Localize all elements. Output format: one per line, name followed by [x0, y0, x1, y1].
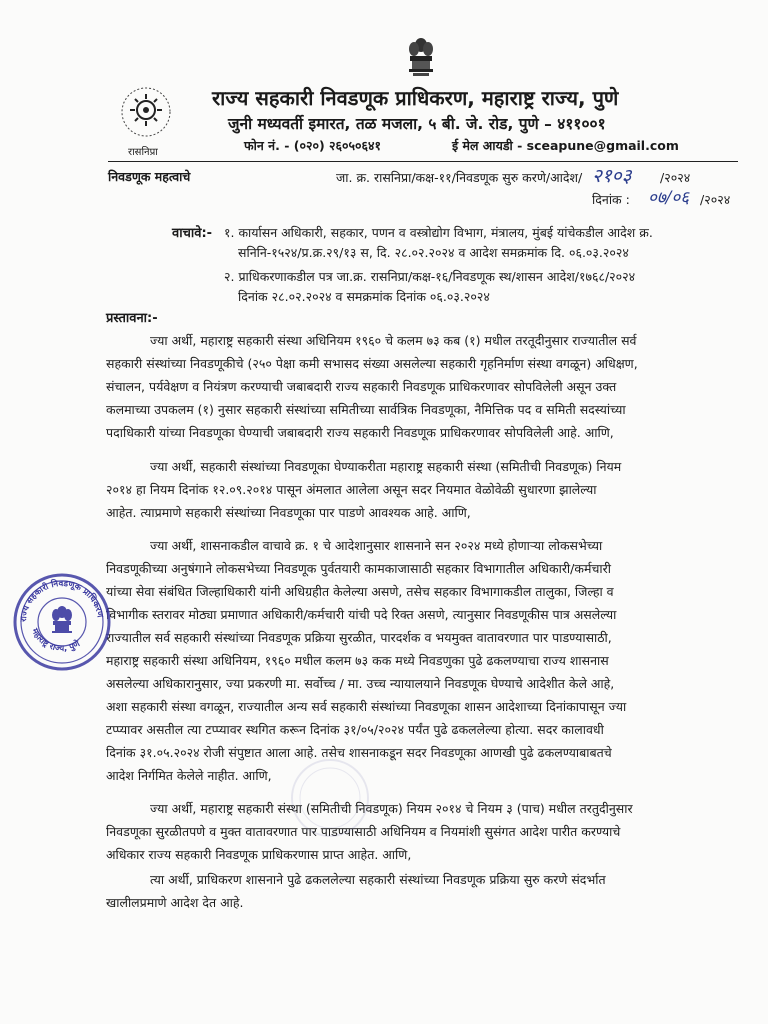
reading-line: दिनांक २८.०२.२०२४ व समक्रमांक दिनांक ०६.०३.२०२४ [238, 289, 490, 304]
preamble-line: असलेल्या अधिकारानुसार, ज्या प्रकरणी मा. सर्वोच्च / मा. उच्च न्यायालयाने निवडणूक घेण्याचे आदेशीत केले आहे, [106, 676, 615, 691]
preamble-line: यांच्या सेवा संबंधित जिल्हाधिकारी यांनी अधिग्रहीत केलेल्या असणे, तसेच सहकार विभागाकडील तालुका, जिल्हा व [106, 584, 614, 599]
seal-text-bottom: महाराष्ट्र राज्य, पुणे [29, 627, 82, 654]
date-year: /२०२४ [700, 192, 731, 207]
preamble-line: अशा सहकारी संस्था वगळून, राज्यातील अन्य सर्व सहकारी संस्थांच्या निवडणूका शासन आदेशाच्या दिनांकापासून ज्या [106, 699, 627, 714]
ashoka-emblem-icon [404, 36, 438, 78]
official-seal-icon [12, 572, 112, 672]
preamble-heading: प्रस्तावना:- [106, 311, 158, 326]
preamble-line: कलमाच्या उपकलम (१) नुसार सहकारी संस्थांच्या समितीच्या सार्वत्रिक निवडणूका, नैमित्तिक पद व समिती सदस्यांच्या [106, 402, 626, 417]
authority-title: राज्य सहकारी निवडणूक प्राधिकरण, महाराष्ट्र राज्य, पुणे [212, 86, 619, 110]
reading-heading: वाचावे:- [172, 226, 213, 241]
reading-line: २. प्राधिकरणाकडील पत्र जा.क्र. रासनिप्रा/कक्ष-१६/निवडणूक स्थ/शासन आदेश/१७६८/२०२४ [224, 269, 636, 284]
preamble-line: टप्प्यावर असतील त्या टप्प्यावर स्थगित करून दिनांक ३१/०५/२०२४ पर्यंत पुढे ढकललेल्या होत्या. सदर कालावधी [106, 722, 604, 737]
reading-line: १. कार्यासन अधिकारी, सहकार, पणन व वस्त्रोद्योग विभाग, मंत्रालय, मुंबई यांचेकडील आदेश क्र. [224, 225, 653, 240]
seal-text-top: राज्य सहकारी निवडणूक प्राधिकरण [18, 578, 105, 623]
preamble-line: खालीलप्रमाणे आदेश देत आहे. [106, 895, 244, 910]
preamble-line: सहकारी संस्थांच्या निवडणूकीचे (२५० पेक्षा कमी सभासद संख्या असलेल्या सहकारी गृहनिर्माण संस्था वगळून) अधिक्षण, [106, 356, 638, 371]
preamble-line: अधिकार राज्य सहकारी निवडणूक प्राधिकरणास प्राप्त आहेत. आणि, [106, 847, 412, 862]
preamble-line: महाराष्ट्र सहकारी संस्था अधिनियम, १९६० मधील कलम ७३ कक मध्ये निवडणुका पुढे ढकलण्याचा राज्य शासनास [106, 653, 609, 668]
important-label: निवडणूक महत्वाचे [108, 169, 191, 184]
preamble-line: निवडणूका सुरळीतपणे व मुक्त वातावरणात पार पाडण्यासाठी अधिनियम व नियमांशी सुसंगत आदेश पारीत करण्याचे [106, 824, 621, 839]
date-value: ०७/०६ [648, 188, 690, 208]
preamble-line: राज्यातील सर्व सहकारी संस्थांच्या निवडणूक प्रक्रिया सुरळीत, पारदर्शक व भयमुक्त वातावरणात पार पाडण्यासाठी, [106, 630, 612, 645]
authority-logo-icon [118, 84, 188, 146]
header-divider [108, 161, 738, 162]
preamble-line: पदाधिकारी यांच्या निवडणूका घेण्याची जबाबदारी राज्य सहकारी निवडणूक प्राधिकरणावर सोपविलेली आहे. आणि, [106, 425, 614, 440]
preamble-line: ज्या अर्थी, शासनाकडील वाचावे क्र. १ चे आदेशानुसार शासनाने सन २०२४ मध्ये होणाऱ्या लोकसभेच्या [150, 538, 603, 553]
preamble-line: ज्या अर्थी, महाराष्ट्र सहकारी संस्था अधिनियम १९६० चे कलम ७३ कब (१) मधील तरतूदीनुसार राज्यातील सर्व [150, 333, 637, 348]
preamble-line: त्या अर्थी, प्राधिकरण शासनाने पुढे ढकललेल्या सहकारी संस्थांच्या निवडणूक प्रक्रिया सुरु करणे संदर्भात [150, 872, 606, 887]
preamble-line: २०१४ हा नियम दिनांक १२.०९.२०१४ पासून अंमलात आलेला असून सदर नियमात वेळोवेळी सुधारणा झालेल्या [106, 482, 597, 497]
reference-number: २१०३ [592, 165, 632, 187]
authority-address: जुनी मध्यवर्ती इमारत, तळ मजला, ५ बी. जे. रोड, पुणे – ४११००१ [228, 115, 606, 133]
preamble-line: आदेश निर्गमित केलेले नाहीत. आणि, [106, 768, 272, 783]
preamble-line: निवडणूकीच्या अनुषंगाने लोकसभेच्या निवडणूक पुर्वतयारी कामकाजासाठी सहकार विभागातील अधिकारी/कर्मचारी [106, 561, 611, 576]
reference-prefix: जा. क्र. रासनिप्रा/कक्ष-११/निवडणूक सुरु करणे/आदेश/ [336, 170, 583, 185]
phone-number: फोन नं. - (०२०) २६०५०६४१ [244, 138, 382, 153]
reading-line: सनिनि-१५२४/प्र.क्र.२९/१३ स, दि. २८.०२.२०२४ व आदेश समक्रमांक दि. ०६.०३.२०२४ [238, 245, 629, 260]
preamble-line: ज्या अर्थी, सहकारी संस्थांच्या निवडणूका घेण्याकरीता महाराष्ट्र सहकारी संस्था (समितीची निवडणूक) नियम [150, 459, 622, 474]
preamble-line: संचालन, पर्यवेक्षण व नियंत्रण करण्याची जबाबदारी राज्य सहकारी निवडणूक प्राधिकरणावर सोपविलेली असून उक्त [106, 379, 617, 394]
date-label: दिनांक : [592, 192, 630, 207]
faint-seal-mark [288, 756, 372, 840]
logo-caption: रासनिप्रा [128, 147, 158, 158]
preamble-line: ज्या अर्थी, महाराष्ट्र सहकारी संस्था (समितीची निवडणूक) नियम २०१४ चे नियम ३ (पाच) मधील तरतुदीनुसार [150, 801, 633, 816]
reference-year: /२०२४ [660, 170, 691, 185]
preamble-line: विभागीक स्तरावर मोठ्या प्रमाणात अधिकारी/कर्मचारी यांची पदे रिक्त असणे, त्यानुसार निवडणूकीस पात्र असलेल्या [106, 607, 617, 622]
email-address: ई मेल आयडी - sceapune@gmail.com [452, 138, 679, 153]
preamble-line: दिनांक ३१.०५.२०२४ रोजी संपुष्टात आला आहे. तसेच शासनाकडून सदर निवडणूका आणखी पुढे ढकलण्याबाबतचे [106, 745, 612, 760]
preamble-line: आहेत. त्याप्रमाणे सहकारी संस्थांच्या निवडणूका पार पाडणे आवश्यक आहे. आणि, [106, 505, 471, 520]
